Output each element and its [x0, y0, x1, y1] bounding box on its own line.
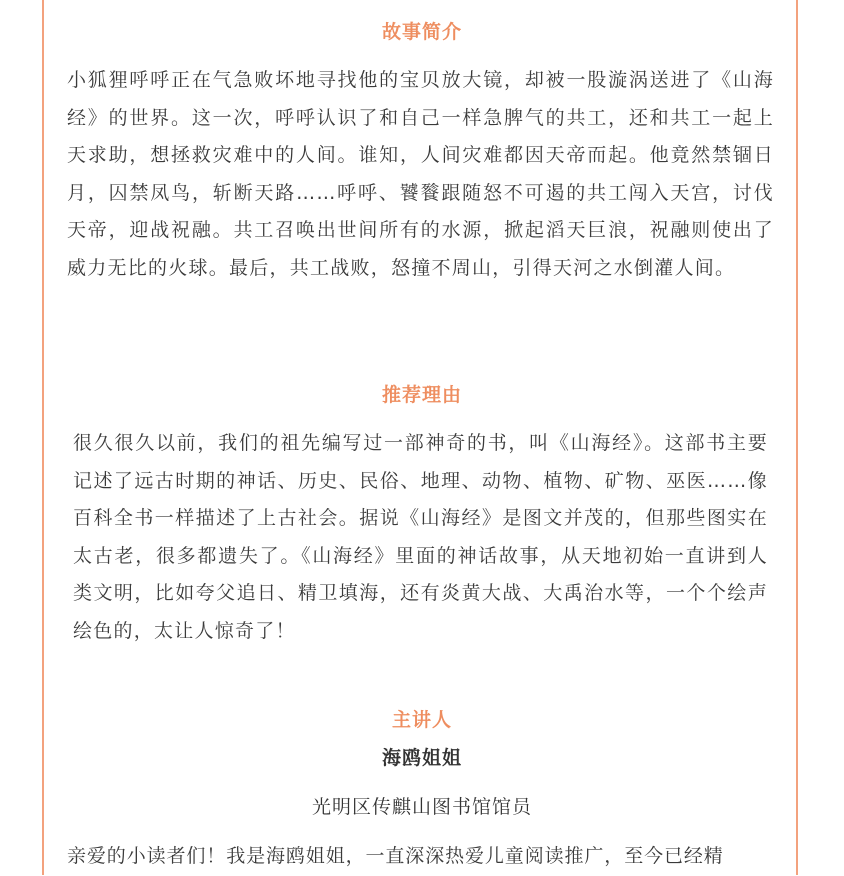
speaker-name: 海鸥姐姐	[381, 747, 462, 769]
story-paragraph: 小狐狸呼呼正在气急败坏地寻找他的宝贝放大镜，却被一股漩涡送进了《山海经》的世界。这一次，呼呼认识了和自己一样急脾气的共工，还和共工一起上天求助，想拯救灾难中的人间。谁知，人间灾难都因天帝而起。他竟然禁锢日月，囚禁凤鸟，斩断天路……呼呼、饕餮跟随怒不可遏的共工闯入天宫，讨伐天帝，迎战祝融。共工召唤出世间所有的水源，掀起滔天巨浪，祝融则使出了威力无比的火球。最后，共工战败，怒撞不周山，引得天河之水倒灌人间。	[67, 69, 774, 279]
speaker-intro-paragraph: 亲爱的小读者们！我是海鸥姐姐，一直深深热爱儿童阅读推广，至今已经精	[67, 845, 724, 867]
reason-paragraph: 很久很久以前，我们的祖先编写过一部神奇的书，叫《山海经》。这部书主要记述了远古时期的神话、历史、民俗、地理、动物、植物、矿物、巫医……像百科全书一样描述了上古社会。据说《山海经》是图文并茂的，但那些图实在太古老，很多都遗失了。《山海经》里面的神话故事，从天地初始一直讲到人类文明，比如夸父追日、精卫填海，还有炎黄大战、大禹治水等，一个个绘声绘色的，太让人惊奇了！	[73, 432, 768, 642]
speaker-title: 光明区传麒山图书馆馆员	[311, 796, 532, 818]
reason-heading: 推荐理由	[381, 384, 462, 406]
speaker-heading: 主讲人	[391, 709, 452, 731]
story-heading: 故事简介	[381, 21, 462, 43]
